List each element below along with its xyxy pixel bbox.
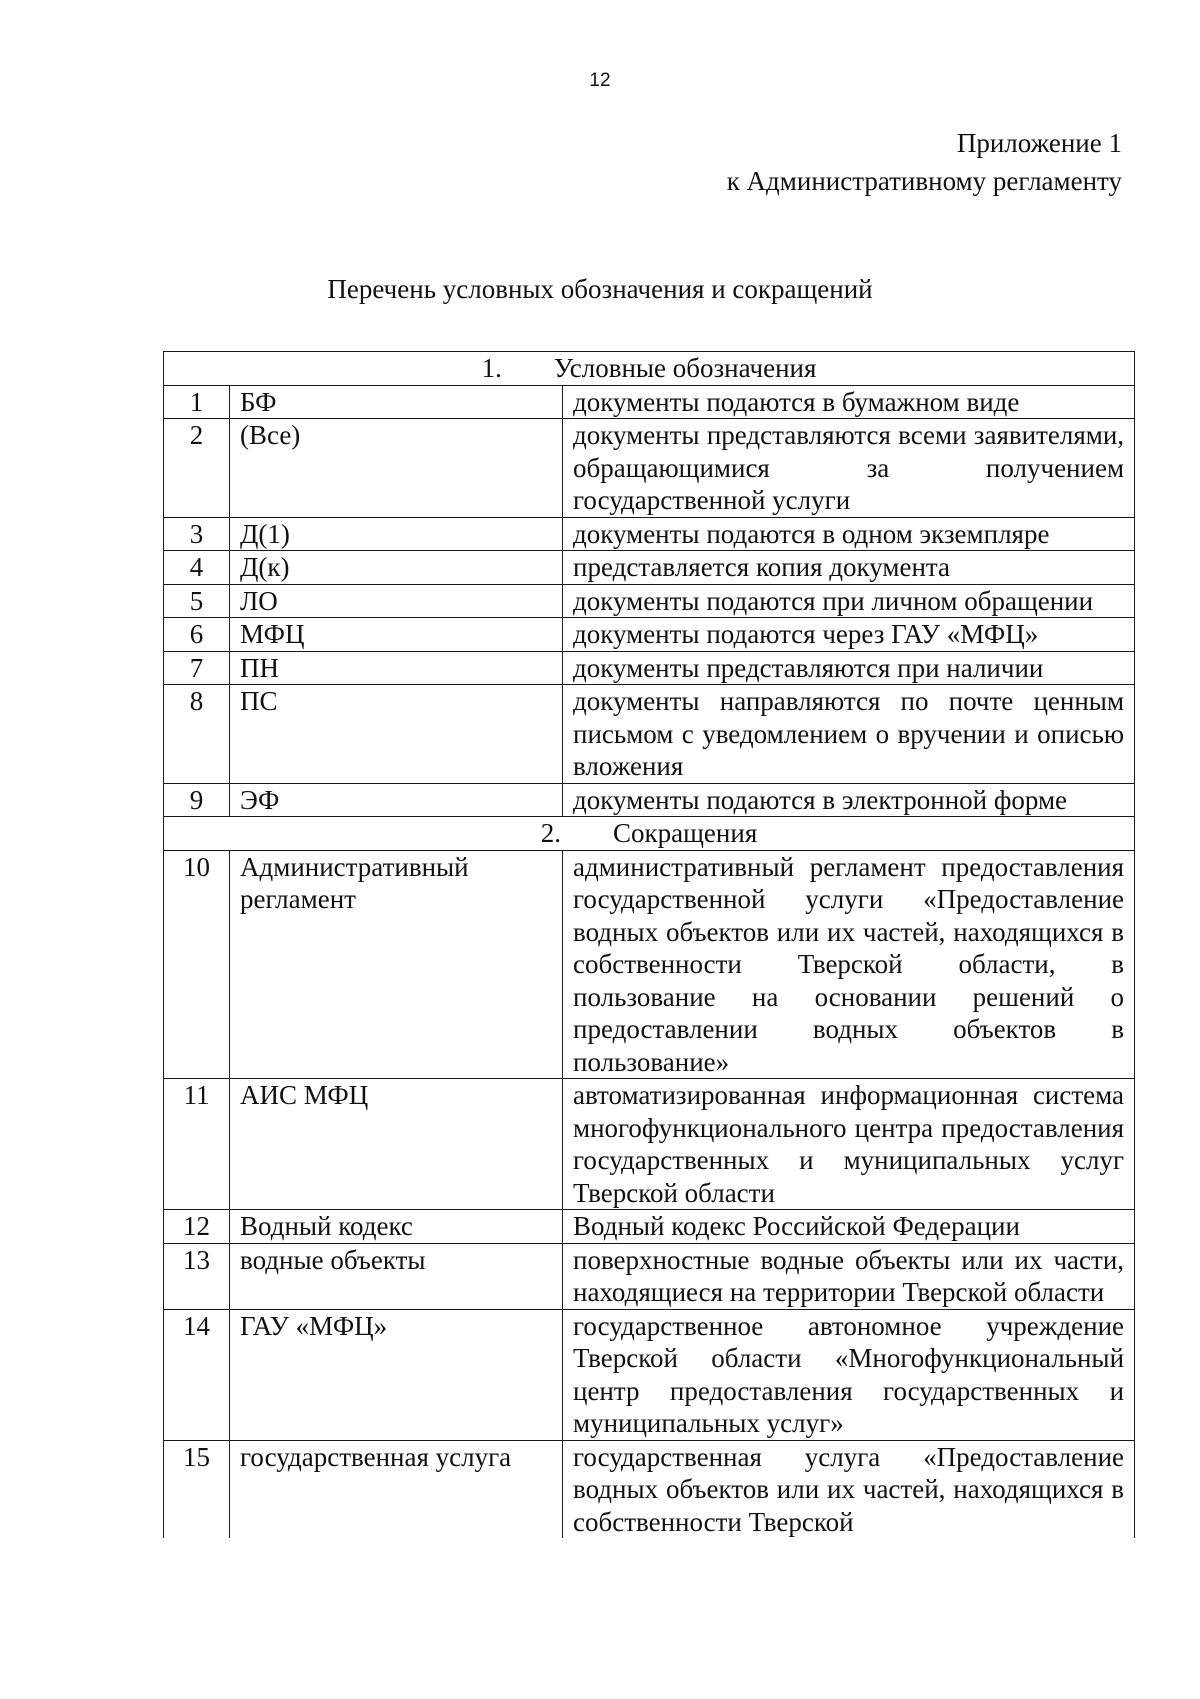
row-description: представляется копия документа (563, 551, 1135, 585)
row-number: 1 (164, 385, 230, 419)
table-row (164, 419, 1135, 518)
row-number: 13 (164, 1243, 230, 1309)
row-number: 7 (164, 651, 230, 685)
appendix-subtitle: к Административному регламенту (726, 166, 1122, 196)
row-description: документы подаются при личном обращении (563, 584, 1135, 618)
table-row (164, 1243, 1135, 1309)
row-abbreviation: БФ (230, 385, 563, 419)
section-header (164, 817, 1135, 851)
row-description: документы представляются при наличии (563, 651, 1135, 685)
row-description: документы представляются всеми заявителями, обращающимися за получением государственной услуги (563, 419, 1135, 518)
page-number: 12 (589, 70, 611, 91)
row-abbreviation: Д(1) (230, 517, 563, 551)
table-row (164, 783, 1135, 817)
row-number: 4 (164, 551, 230, 585)
section-number: 1. (481, 353, 502, 383)
table-row (164, 1210, 1135, 1244)
row-abbreviation: государственная услуга (230, 1440, 563, 1538)
table-row (164, 651, 1135, 685)
table-row (164, 1079, 1135, 1210)
table-row (164, 850, 1135, 1079)
row-abbreviation: ЛО (230, 584, 563, 618)
row-number: 12 (164, 1210, 230, 1244)
table-body (164, 352, 1135, 1539)
row-abbreviation: ПС (230, 685, 563, 784)
row-description: документы подаются в электронной форме (563, 783, 1135, 817)
row-number: 14 (164, 1309, 230, 1440)
section-number: 2. (540, 818, 562, 848)
row-abbreviation: Водный кодекс (230, 1210, 563, 1244)
row-description: автоматизированная информационная система многофункционального центра предоставления государственных и муниципальных услуг Тверской области (563, 1079, 1135, 1210)
row-number: 8 (164, 685, 230, 784)
table-row (164, 685, 1135, 784)
row-number: 3 (164, 517, 230, 551)
row-description: административный регламент предоставления государственной услуги «Предоставление водных объектов или их частей, находящихся в собственности Тверской области, в пользование на основании решений о предоставлении водных объектов в пользование» (563, 850, 1135, 1079)
row-number: 5 (164, 584, 230, 618)
table-row (164, 385, 1135, 419)
section-header-row (164, 817, 1135, 851)
row-abbreviation: Административный регламент (230, 850, 563, 1079)
abbreviations-table (163, 351, 1135, 1538)
appendix-title: Приложение 1 (956, 128, 1122, 158)
table-row (164, 618, 1135, 652)
table-row (164, 551, 1135, 585)
row-abbreviation: Д(к) (230, 551, 563, 585)
section-title: Сокращения (613, 818, 758, 848)
row-abbreviation: АИС МФЦ (230, 1079, 563, 1210)
section-header (164, 352, 1135, 386)
row-number: 15 (164, 1440, 230, 1538)
row-abbreviation: ЭФ (230, 783, 563, 817)
row-description: Водный кодекс Российской Федерации (563, 1210, 1135, 1244)
row-abbreviation: МФЦ (230, 618, 563, 652)
row-abbreviation: ПН (230, 651, 563, 685)
row-number: 10 (164, 850, 230, 1079)
section-title: Условные обозначения (553, 353, 817, 383)
row-abbreviation: водные объекты (230, 1243, 563, 1309)
row-abbreviation: (Все) (230, 419, 563, 518)
row-description: документы направляются по почте ценным письмом с уведомлением о вручении и описью вложения (563, 685, 1135, 784)
document-title: Перечень условных обозначения и сокращений (327, 274, 873, 304)
section-header-row (164, 352, 1135, 386)
table-row (164, 1309, 1135, 1440)
table-row (164, 517, 1135, 551)
row-description: поверхностные водные объекты или их части, находящиеся на территории Тверской области (563, 1243, 1135, 1309)
appendix-header (727, 124, 1122, 200)
row-description: государственное автономное учреждение Тверской области «Многофункциональный центр предоставления государственных и муниципальных услуг» (563, 1309, 1135, 1440)
row-description: государственная услуга «Предоставление водных объектов или их частей, находящихся в собственности Тверской (563, 1440, 1135, 1538)
row-number: 11 (164, 1079, 230, 1210)
row-number: 9 (164, 783, 230, 817)
row-description: документы подаются через ГАУ «МФЦ» (563, 618, 1135, 652)
row-description: документы подаются в бумажном виде (563, 385, 1135, 419)
row-abbreviation: ГАУ «МФЦ» (230, 1309, 563, 1440)
row-description: документы подаются в одном экземпляре (563, 517, 1135, 551)
row-number: 2 (164, 419, 230, 518)
row-number: 6 (164, 618, 230, 652)
table-row (164, 1440, 1135, 1538)
table-row (164, 584, 1135, 618)
